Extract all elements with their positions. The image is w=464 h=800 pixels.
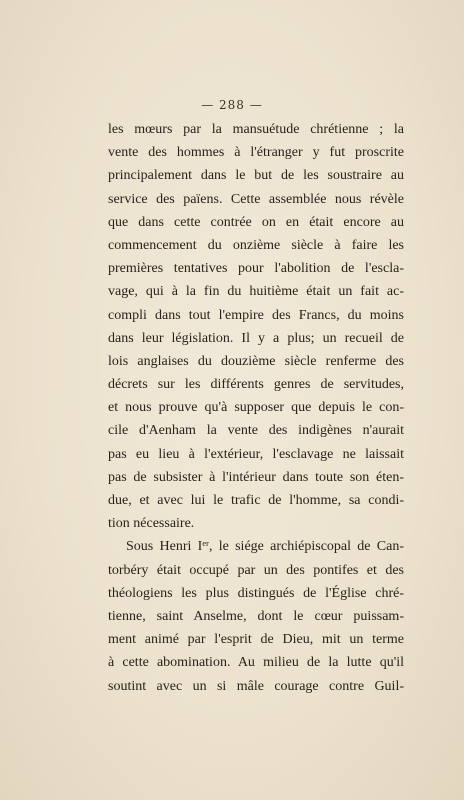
text-line: lois anglaises du douzième siècle renferme des bbox=[108, 353, 404, 369]
text-line: soutint avec un si mâle courage contre Guil- bbox=[108, 678, 404, 694]
text-line: vage, qui à la fin du huitième était un fait ac- bbox=[108, 284, 404, 300]
text-line: à cette abomination. Au milieu de la lutte qu'il bbox=[108, 655, 404, 671]
text-line: principalement dans le but de les soustraire au bbox=[108, 168, 404, 184]
text-line: et nous prouve qu'à supposer que depuis le con- bbox=[108, 400, 404, 416]
paragraph-start-line: Sous Henri Iᵉʳ, le siége archiépiscopal de Can- bbox=[126, 539, 404, 555]
text-line: premières tentatives pour l'abolition de l'escla- bbox=[108, 261, 404, 277]
text-line: théologiens les plus distingués de l'Église chré- bbox=[108, 585, 404, 601]
text-line: dans leur législation. Il y a plus; un recueil de bbox=[108, 330, 404, 346]
text-line: compli dans tout l'empire des Francs, du moins bbox=[108, 307, 404, 323]
text-line: due, et avec lui le trafic de l'homme, sa condi- bbox=[108, 493, 404, 508]
text-line: ment animé par l'esprit de Dieu, mit un terme bbox=[108, 632, 404, 648]
text-line: vente des hommes à l'étranger y fut proscrite bbox=[108, 145, 404, 161]
text-line: les mœurs par la mansuétude chrétienne ; la bbox=[108, 122, 404, 137]
text-line: cile d'Aenham la vente des indigènes n'aurait bbox=[108, 423, 404, 439]
text-line: tienne, saint Anselme, dont le cœur puissam- bbox=[108, 608, 404, 624]
text-line: tion nécessaire. bbox=[108, 516, 195, 532]
text-line: pas de subsister à l'intérieur dans toute son éten- bbox=[108, 469, 404, 485]
text-line: pas eu lieu à l'extérieur, l'esclavage ne laissait bbox=[108, 446, 404, 462]
text-line: commencement du onzième siècle à faire les bbox=[108, 237, 404, 253]
text-line: torbéry était occupé par un des pontifes et des bbox=[108, 562, 404, 578]
text-line: décrets sur les différents genres de servitudes, bbox=[108, 377, 404, 393]
text-line: que dans cette contrée on en était encore au bbox=[108, 214, 404, 230]
text-line: service des païens. Cette assemblée nous révèle bbox=[108, 191, 404, 207]
page-number-header: — 288 — bbox=[201, 98, 263, 112]
body-text bbox=[108, 118, 404, 698]
